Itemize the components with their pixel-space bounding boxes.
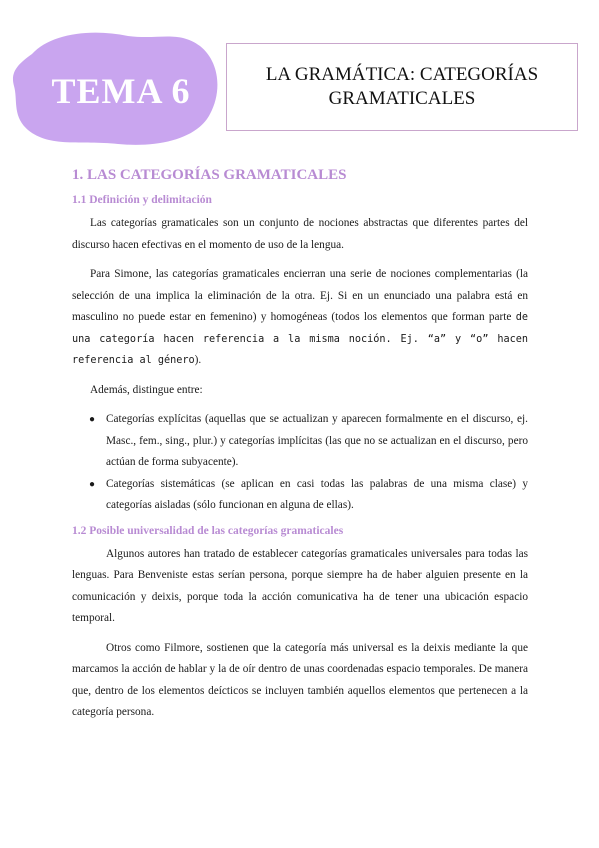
tema-label: TEMA 6 — [51, 71, 191, 111]
paragraph: Además, distingue entre: — [90, 383, 203, 396]
list-item — [72, 409, 528, 474]
title-line-1: LA GRAMÁTICA: CATEGORÍAS — [265, 64, 539, 85]
section-heading: 1. LAS CATEGORÍAS GRAMATICALES — [72, 167, 347, 183]
bullet-icon: ● — [89, 414, 96, 425]
paragraph-text: ). — [194, 354, 202, 366]
paragraph: Algunos autores han tratado de establecer categorías gramaticales universales para todas las lenguas. Para Benveniste estas serían persona, porque siempre ha de haber alguien presente en la comunicación y deixis, porque toda la acción comunicativa ha de tener una ubicación espacio temporal. — [72, 547, 528, 624]
document-title-box — [226, 43, 578, 131]
list-item — [72, 474, 528, 517]
subsection-heading-definicion: 1.1 Definición y delimitación — [72, 194, 212, 206]
list-item-text: Categorías sistemáticas (se aplican en casi todas las palabras de una misma clase) y categorías aisladas (sólo funcionan en alguna de ellas). — [106, 477, 528, 511]
paragraph-simone — [72, 264, 528, 372]
paragraph-text: Para Simone, las categorías gramaticales encierran una serie de nociones complementarias (la selección de una implica la eliminación de la otra. Ej. Si en un enunciado una palabra está en masculino no puede estar en femenino) y homogéneas (todos los elementos que forman parte — [72, 268, 528, 323]
document-body — [72, 165, 528, 732]
title-line-2: GRAMATICALES — [328, 88, 476, 109]
bullet-list — [72, 409, 528, 517]
bullet-icon: ● — [89, 478, 96, 490]
document-title — [242, 63, 562, 111]
subsection-heading-universalidad: 1.2 Posible universalidad de las categorías gramaticales — [72, 524, 344, 537]
list-item-text: Categorías explícitas (aquellas que se actualizan y aparecen formalmente en el discurso, ej. Masc., fem., sing., plur.) y categorías implícitas (las que no se actualizan en el discurso, pero actúan de forma subyacente). — [106, 413, 528, 468]
paragraph: Otros como Filmore, sostienen que la categoría más universal es la deixis mediante la que marcamos la acción de hablar y la de oír dentro de unas coordenadas espacio temporales. De manera que, dentro de los elementos deícticos se incluyen también aquellos elementos que pertenecen a la categoría persona. — [72, 641, 528, 718]
paragraph-text-mono: de una categoría hacen referencia a la misma noción. Ej. “a” y “o” hacen referencia al género — [72, 312, 528, 366]
paragraph: Las categorías gramaticales son un conjunto de nociones abstractas que diferentes partes del discurso hacen efectivas en el momento de uso de la lengua. — [72, 217, 528, 251]
